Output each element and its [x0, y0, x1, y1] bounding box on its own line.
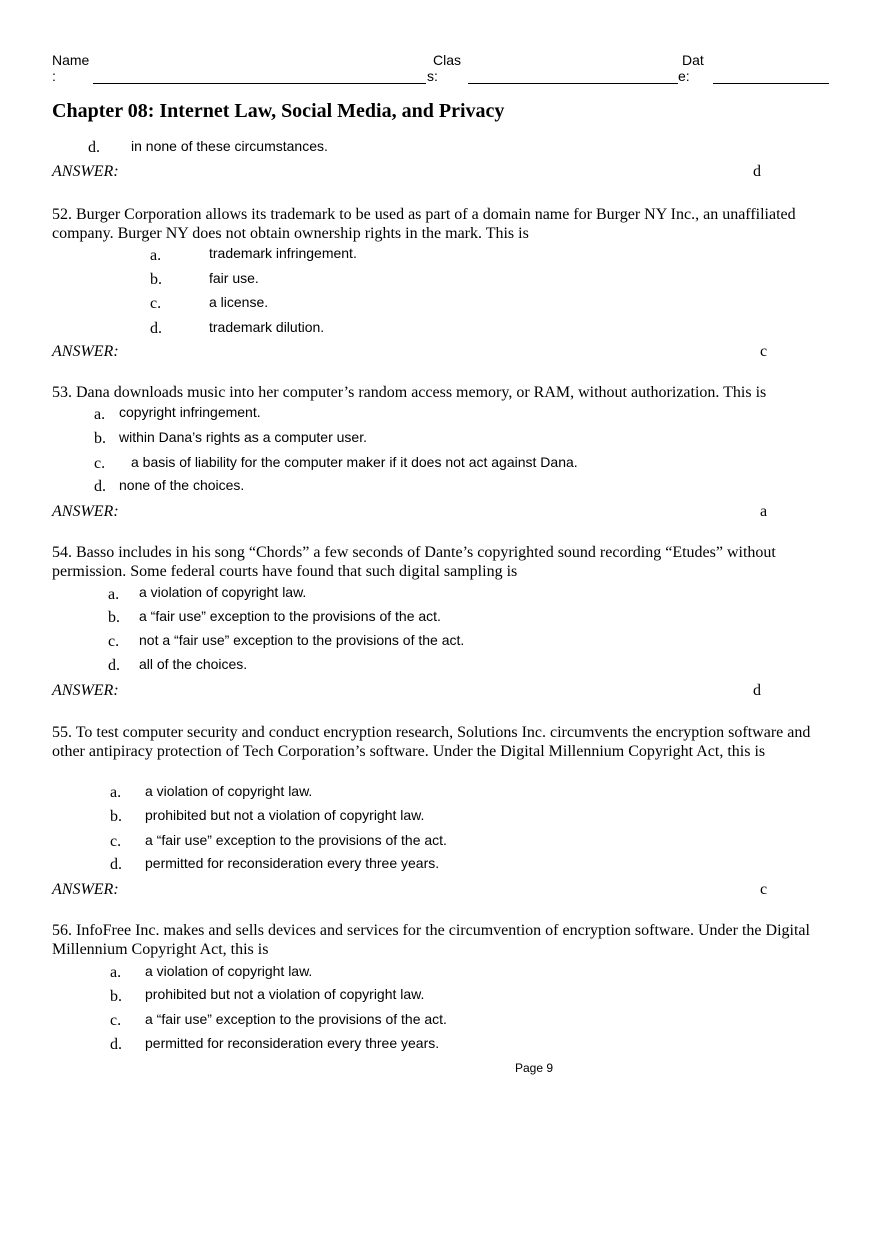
option-text: permitted for reconsideration every three years.: [145, 855, 440, 871]
option-letter: b.: [110, 988, 122, 1005]
question-stem: 55. To test computer security and conduct encryption research, Solutions Inc. circumvents the encryption software and other antipiracy protection of Tech Corporation’s software. Under the Digital Millennium Copyright Act, this is: [52, 724, 811, 760]
option-letter: d.: [94, 478, 106, 495]
answer-value: d: [753, 163, 761, 180]
date-label: Dat e:: [678, 52, 704, 84]
option-letter: b.: [108, 609, 120, 626]
question-stem: 52. Burger Corporation allows its trademark to be used as part of a domain name for Burger NY Inc., an unaffiliated company. Burger NY does not obtain ownership rights in the mark. This is: [52, 206, 796, 242]
option-text: a violation of copyright law.: [145, 963, 313, 979]
option-letter: c.: [150, 295, 162, 312]
answer-label: ANSWER:: [52, 343, 119, 360]
chapter-title: Chapter 08: Internet Law, Social Media, and Privacy: [52, 100, 505, 122]
option-letter: a.: [110, 784, 122, 801]
answer-label: ANSWER:: [52, 503, 119, 520]
option-letter: d.: [110, 856, 122, 873]
option-letter: b.: [110, 808, 122, 825]
date-field-line[interactable]: [713, 83, 829, 84]
answer-label: ANSWER:: [52, 682, 119, 699]
answer-value: d: [753, 682, 761, 699]
option-letter: c.: [110, 1012, 122, 1029]
option-text: prohibited but not a violation of copyright law.: [145, 807, 425, 823]
option-text: permitted for reconsideration every three years.: [145, 1035, 440, 1051]
option-letter: a.: [94, 406, 106, 423]
option-letter: d.: [110, 1036, 122, 1053]
answer-value: c: [760, 343, 768, 360]
option-text: trademark infringement.: [209, 245, 357, 261]
option-letter: d.: [150, 320, 162, 337]
question-stem: 54. Basso includes in his song “Chords” a few seconds of Dante’s copyrighted sound recording “Etudes” without permission. Some federal courts have found that such digital sampling is: [52, 544, 776, 580]
option-letter: d.: [108, 657, 120, 674]
option-text: a “fair use” exception to the provisions of the act.: [145, 832, 447, 848]
option-letter: a.: [110, 964, 122, 981]
option-text: in none of these circumstances.: [131, 138, 328, 154]
answer-label: ANSWER:: [52, 163, 119, 180]
page-number: Page 9: [515, 1061, 554, 1075]
option-text: none of the choices.: [119, 477, 245, 493]
question-stem: 53. Dana downloads music into her computer’s random access memory, or RAM, without authorization. This is: [52, 384, 767, 401]
option-text: copyright infringement.: [119, 404, 261, 420]
option-text: a license.: [209, 294, 269, 310]
class-label: Clas s:: [427, 52, 462, 84]
option-letter: c.: [94, 455, 106, 472]
option-letter: a.: [150, 247, 162, 264]
option-text: prohibited but not a violation of copyright law.: [145, 986, 425, 1002]
name-label: Name :: [52, 52, 90, 84]
answer-value: c: [760, 881, 768, 898]
option-text: a violation of copyright law.: [145, 783, 313, 799]
class-field-line[interactable]: [468, 83, 678, 84]
option-letter: b.: [150, 271, 162, 288]
option-text: a “fair use” exception to the provisions of the act.: [139, 608, 441, 624]
option-text: all of the choices.: [139, 656, 248, 672]
option-letter: d.: [88, 139, 100, 156]
option-text: a basis of liability for the computer maker if it does not act against Dana.: [131, 454, 578, 470]
answer-value: a: [760, 503, 768, 520]
option-text: a “fair use” exception to the provisions of the act.: [145, 1011, 447, 1027]
answer-label: ANSWER:: [52, 881, 119, 898]
option-text: a violation of copyright law.: [139, 584, 307, 600]
option-letter: c.: [108, 633, 120, 650]
question-stem: 56. InfoFree Inc. makes and sells devices and services for the circumvention of encryption software. Under the Digital Millennium Copyright Act, this is: [52, 922, 810, 958]
option-text: within Dana’s rights as a computer user.: [119, 429, 367, 445]
name-field-line[interactable]: [93, 83, 426, 84]
option-text: not a “fair use” exception to the provisions of the act.: [139, 632, 465, 648]
option-letter: c.: [110, 833, 122, 850]
option-text: trademark dilution.: [209, 319, 325, 335]
option-text: fair use.: [209, 270, 259, 286]
option-letter: a.: [108, 586, 120, 603]
option-letter: b.: [94, 430, 106, 447]
